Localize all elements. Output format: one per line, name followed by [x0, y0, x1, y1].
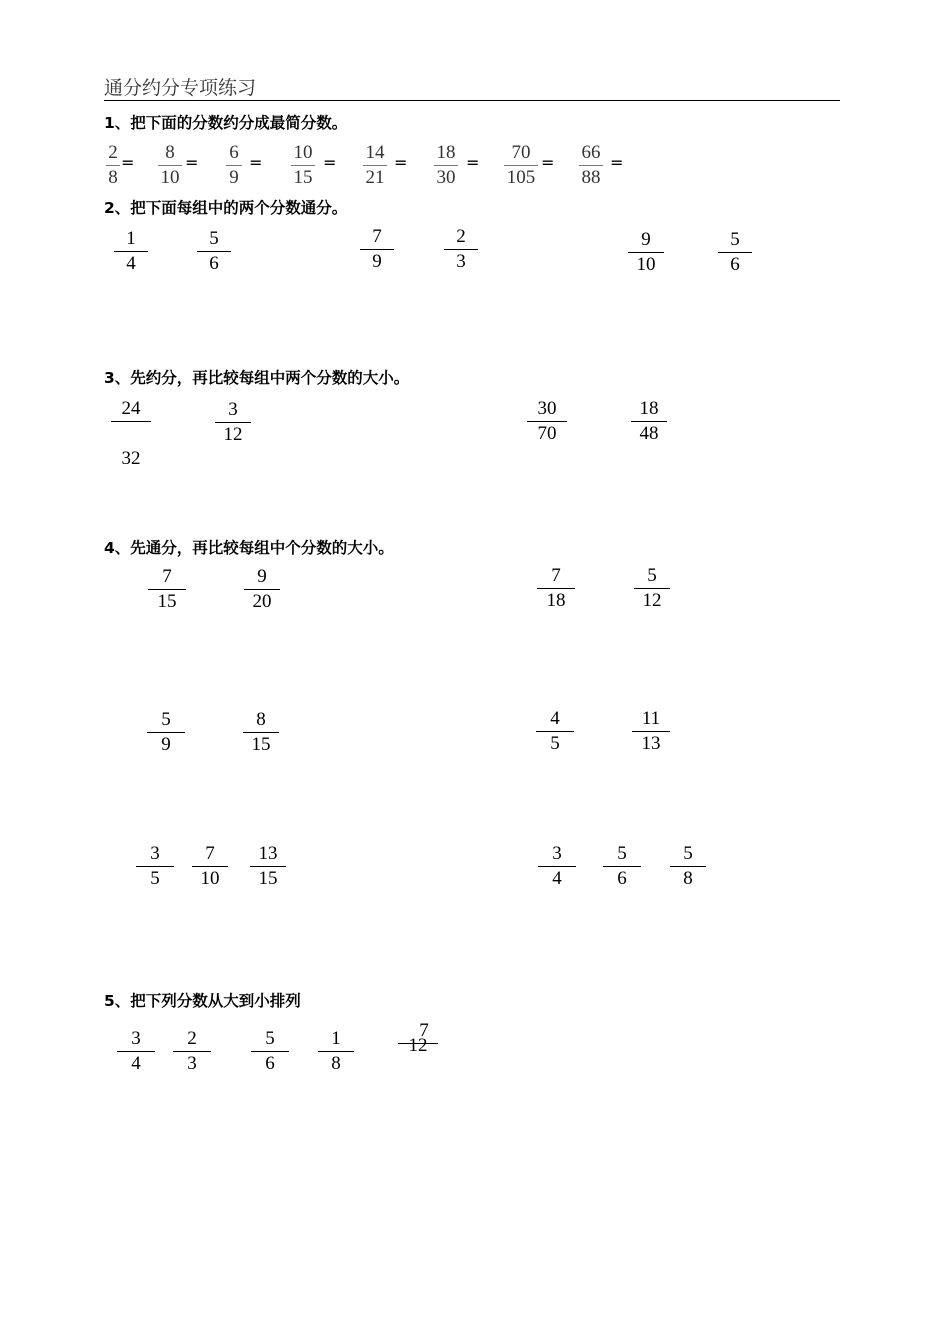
q2-fraction-1 [114, 228, 148, 275]
fraction-bar [111, 421, 151, 422]
equals-sign: = [394, 153, 408, 172]
q4-fraction-5 [147, 709, 185, 756]
q1-fraction-8 [578, 142, 604, 189]
fraction-bar [192, 866, 228, 867]
worksheet-title: 通分约分专项练习 [104, 76, 840, 101]
numerator: 2 [108, 142, 118, 163]
q1-fraction-5 [362, 142, 388, 189]
fraction-bar [444, 249, 478, 250]
denominator: 70 [537, 423, 557, 444]
denominator: 13 [641, 733, 661, 754]
q1-fraction-2 [157, 142, 183, 189]
denominator: 12 [223, 424, 243, 445]
q2-fraction-6 [718, 229, 752, 276]
denominator: 9 [372, 251, 382, 272]
denominator: 3 [456, 251, 466, 272]
denominator: 9 [229, 167, 239, 188]
denominator: 8 [683, 868, 693, 889]
numerator: 2 [187, 1028, 197, 1049]
fraction-bar [243, 732, 279, 733]
q4-fraction-13 [603, 843, 641, 890]
question-3-heading: 3、先约分，再比较每组中两个分数的大小。 [104, 369, 410, 387]
numerator: 5 [161, 709, 171, 730]
numerator: 10 [293, 142, 313, 163]
q2-fraction-4 [444, 226, 478, 273]
question-2-heading: 2、把下面每组中的两个分数通分。 [104, 199, 348, 217]
q4-fraction-1 [148, 566, 186, 613]
fraction-bar [244, 589, 280, 590]
denominator: 12 [408, 1035, 428, 1056]
numerator: 18 [436, 142, 456, 163]
q4-fraction-10 [192, 843, 228, 890]
fraction-bar [632, 731, 670, 732]
fraction-bar [117, 1051, 155, 1052]
denominator: 15 [258, 868, 278, 889]
fraction-bar [226, 165, 242, 166]
fraction-bar [136, 866, 174, 867]
numerator: 9 [257, 566, 267, 587]
denominator: 48 [639, 423, 659, 444]
numerator: 7 [419, 1020, 429, 1041]
numerator: 1 [331, 1028, 341, 1049]
equals-sign: = [323, 153, 337, 172]
fraction-bar [504, 165, 538, 166]
numerator: 5 [209, 228, 219, 249]
q4-fraction-8 [632, 708, 670, 755]
equals-sign: = [121, 153, 135, 172]
denominator: 6 [265, 1053, 275, 1074]
fraction-bar [106, 165, 120, 166]
q3-fraction-4 [631, 398, 667, 445]
denominator: 10 [636, 254, 656, 275]
denominator: 21 [365, 167, 385, 188]
denominator: 15 [293, 167, 313, 188]
fraction-bar [536, 731, 574, 732]
q4-fraction-11 [250, 843, 286, 890]
numerator: 11 [641, 708, 661, 729]
q4-fraction-3 [537, 565, 575, 612]
q5-fraction-2 [173, 1028, 211, 1075]
fraction-bar [579, 165, 603, 166]
q4-fraction-12 [538, 843, 576, 890]
fraction-bar [363, 165, 387, 166]
q4-fraction-2 [244, 566, 280, 613]
question-5-heading: 5、把下列分数从大到小排列 [104, 992, 301, 1010]
numerator: 3 [228, 399, 238, 420]
fraction-bar [147, 732, 185, 733]
fraction-bar [250, 866, 286, 867]
question-1-heading: 1、把下面的分数约分成最简分数。 [104, 114, 348, 132]
denominator: 3 [187, 1053, 197, 1074]
q2-fraction-5 [628, 229, 664, 276]
denominator: 18 [546, 590, 566, 611]
equals-sign: = [185, 153, 199, 172]
fraction-bar [537, 588, 575, 589]
numerator: 13 [258, 843, 278, 864]
q1-fraction-7 [503, 142, 539, 189]
q1-fraction-6 [433, 142, 459, 189]
denominator: 8 [331, 1053, 341, 1074]
q5-fraction-3 [251, 1028, 289, 1075]
fraction-bar [670, 866, 706, 867]
numerator: 7 [372, 226, 382, 247]
denominator: 12 [642, 590, 662, 611]
numerator: 30 [537, 398, 557, 419]
denominator: 4 [126, 253, 136, 274]
q3-fraction-1 [111, 398, 151, 470]
numerator: 14 [365, 142, 385, 163]
denominator: 4 [552, 868, 562, 889]
denominator: 20 [252, 591, 272, 612]
fraction-bar [628, 252, 664, 253]
fraction-bar [291, 165, 315, 166]
q5-fraction-5 [398, 1020, 438, 1057]
equals-sign: = [249, 153, 263, 172]
q4-fraction-7 [536, 708, 574, 755]
denominator: 5 [150, 868, 160, 889]
denominator: 30 [436, 167, 456, 188]
fraction-bar [603, 866, 641, 867]
denominator: 6 [730, 254, 740, 275]
denominator: 10 [200, 868, 220, 889]
numerator: 5 [617, 843, 627, 864]
numerator: 70 [511, 142, 531, 163]
equals-sign: = [610, 153, 624, 172]
denominator: 15 [157, 591, 177, 612]
q2-fraction-3 [360, 226, 394, 273]
fraction-bar [538, 866, 576, 867]
denominator: 5 [550, 733, 560, 754]
q4-fraction-6 [243, 709, 279, 756]
denominator: 4 [131, 1053, 141, 1074]
denominator: 105 [506, 167, 536, 188]
denominator: 32 [121, 448, 141, 469]
fraction-bar [114, 251, 148, 252]
fraction-bar [360, 249, 394, 250]
denominator: 10 [160, 167, 180, 188]
denominator: 9 [161, 734, 171, 755]
fraction-bar [527, 421, 567, 422]
numerator: 24 [121, 398, 141, 419]
fraction-bar [631, 421, 667, 422]
denominator: 6 [209, 253, 219, 274]
fraction-bar [158, 165, 182, 166]
numerator: 7 [205, 843, 215, 864]
numerator: 9 [641, 229, 651, 250]
fraction-bar [318, 1051, 354, 1052]
numerator: 2 [456, 226, 466, 247]
denominator: 8 [108, 167, 118, 188]
fraction-bar [434, 165, 458, 166]
q1-fraction-3 [225, 142, 243, 189]
fraction-bar [634, 588, 670, 589]
numerator: 5 [683, 843, 693, 864]
question-4-heading: 4、先通分，再比较每组中个分数的大小。 [104, 539, 394, 557]
equals-sign: = [466, 153, 480, 172]
fraction-bar [718, 252, 752, 253]
numerator: 8 [165, 142, 175, 163]
q4-fraction-4 [634, 565, 670, 612]
numerator: 7 [551, 565, 561, 586]
numerator: 3 [552, 843, 562, 864]
numerator: 18 [639, 398, 659, 419]
q2-fraction-2 [197, 228, 231, 275]
denominator: 88 [581, 167, 601, 188]
numerator: 6 [229, 142, 239, 163]
fraction-bar [197, 251, 231, 252]
numerator: 3 [150, 843, 160, 864]
fraction-bar [173, 1051, 211, 1052]
fraction-bar [251, 1051, 289, 1052]
numerator: 7 [162, 566, 172, 587]
numerator: 5 [647, 565, 657, 586]
numerator: 4 [550, 708, 560, 729]
q5-fraction-4 [318, 1028, 354, 1075]
denominator: 6 [617, 868, 627, 889]
equals-sign: = [541, 153, 555, 172]
q4-fraction-9 [136, 843, 174, 890]
numerator: 5 [730, 229, 740, 250]
q4-fraction-14 [670, 843, 706, 890]
q3-fraction-3 [527, 398, 567, 445]
q1-fraction-4 [290, 142, 316, 189]
denominator: 15 [251, 734, 271, 755]
q3-fraction-2 [215, 399, 251, 446]
q1-fraction-1 [104, 142, 122, 189]
fraction-bar [148, 589, 186, 590]
numerator: 66 [581, 142, 601, 163]
numerator: 5 [265, 1028, 275, 1049]
fraction-bar [215, 422, 251, 423]
numerator: 3 [131, 1028, 141, 1049]
numerator: 1 [126, 228, 136, 249]
q5-fraction-1 [117, 1028, 155, 1075]
numerator: 8 [256, 709, 266, 730]
